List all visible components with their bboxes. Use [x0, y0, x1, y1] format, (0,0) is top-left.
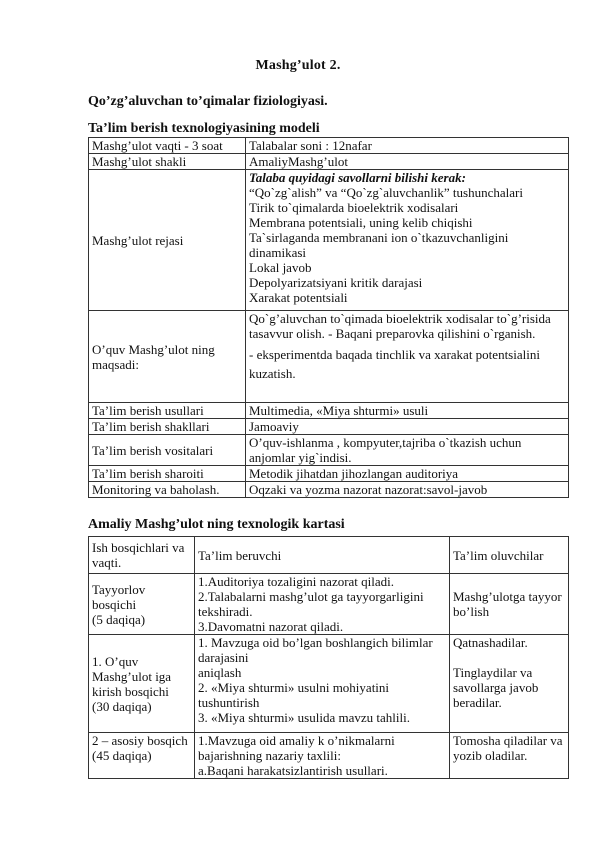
header-cell: Ish bosqichlari va vaqti. [89, 537, 195, 574]
table-cell: Mashg’ulotga tayyor bo’lish [450, 574, 569, 635]
table-cell: 2 – asosiy bosqich (45 daqiqa) [89, 733, 195, 779]
plan-intro: Talaba quyidagi savollarni bilishi kerak: [249, 170, 466, 185]
plan-item: “Qo`zg`alish” va “Qo`zg`aluvchanlik” tushunchalari [249, 185, 523, 200]
table-cell [450, 635, 569, 733]
table-cell: 1. O’quv Mashg’ulot iga kirish bosqichi (30 daqiqa) [89, 635, 195, 733]
table-cell: AmaliyMashg’ulot [246, 154, 569, 170]
table-row [89, 574, 569, 635]
table-row [89, 482, 569, 498]
header-cell: Ta’lim oluvchilar [450, 537, 569, 574]
plan-item: Membrana potentsiali, uning kelib chiqishi [249, 215, 473, 230]
table-row [89, 138, 569, 154]
plan-item: Tirik to`qimalarda bioelektrik xodisalari [249, 200, 459, 215]
table-row [89, 403, 569, 419]
table-cell [246, 170, 569, 311]
table-row [89, 419, 569, 435]
table-cell: Tayyorlov bosqichi (5 daqiqa) [89, 574, 195, 635]
header-cell: Ta’lim beruvchi [195, 537, 450, 574]
table-row [89, 154, 569, 170]
table-row [89, 311, 569, 403]
table-row [89, 635, 569, 733]
plan-item: Ta`sirlaganda membranani ion o`tkazuvchanligini dinamikasi [249, 230, 509, 260]
model-heading: Ta’lim berish texnologiyasining modeli [88, 121, 320, 136]
table-cell: Oqzaki va yozma nazorat nazorat:savol-javob [246, 482, 569, 498]
model-table [88, 137, 569, 498]
table-row [89, 466, 569, 482]
table-cell: O’quv Mashg’ulot ning maqsadi: [89, 311, 246, 403]
card-heading: Amaliy Mashg’ulot ning texnologik kartasi [88, 517, 345, 532]
plan-item: Xarakat potentsiali [249, 290, 348, 305]
table-cell: Tomosha qiladilar va yozib oladilar. [450, 733, 569, 779]
table-cell: Metodik jihatdan jihozlangan auditoriya [246, 466, 569, 482]
table-cell: Ta’lim berish sharoiti [89, 466, 246, 482]
table-cell: Ta’lim berish usullari [89, 403, 246, 419]
plan-item: Depolyarizatsiyani kritik darajasi [249, 275, 423, 290]
table-cell: Ta’lim berish shakllari [89, 419, 246, 435]
table-cell: Ta’lim berish vositalari [89, 435, 246, 466]
table-cell: Multimedia, «Miya shturmi» usuli [246, 403, 569, 419]
table-cell: Monitoring va baholash. [89, 482, 246, 498]
student-action: Qatnashadilar. [453, 635, 528, 650]
topic-heading: Qo’zg’aluvchan to’qimalar fiziologiyasi. [88, 94, 328, 109]
table-cell: Talabalar soni : 12nafar [246, 138, 569, 154]
table-cell: Jamoaviy [246, 419, 569, 435]
table-cell: 1.Mavzuga oid amaliy k o’nikmalarni bajarishning nazariy taxlili: a.Baqani harakatsizlantirish usullari. [195, 733, 450, 779]
table-row [89, 170, 569, 311]
table-cell: Mashg’ulot shakli [89, 154, 246, 170]
table-cell [246, 311, 569, 403]
table-header-row [89, 537, 569, 574]
table-row [89, 733, 569, 779]
table-cell: Mashg’ulot vaqti - 3 soat [89, 138, 246, 154]
goal-text: Qo`g’aluvchan to`qimada bioelektrik xodisalar to`g’risida tasavvur olish. - Baqani preparovka qilishini o`rganish. [249, 311, 551, 341]
table-cell: Mashg’ulot rejasi [89, 170, 246, 311]
table-row [89, 435, 569, 466]
table-cell: 1.Auditoriya tozaligini nazorat qiladi. 2.Talabalarni mashg’ulot ga tayyorgarligini tekshiradi. 3.Davomatni nazorat qiladi. [195, 574, 450, 635]
goal-text: - eksperimentda baqada tinchlik va xarakat potentsialini kuzatish. [249, 347, 540, 381]
table-cell: O’quv-ishlanma , kompyuter,tajriba o`tkazish uchun anjomlar yig`indisi. [246, 435, 569, 466]
technology-card-table [88, 536, 569, 779]
student-action: Tinglaydilar va savollarga javob beradilar. [453, 665, 539, 710]
table-cell: 1. Mavzuga oid bo’lgan boshlangich bilimlar darajasini aniqlash 2. «Miya shturmi» usulni mohiyatini tushuntirish 3. «Miya shturmi» usulida mavzu tahlili. [195, 635, 450, 733]
plan-item: Lokal javob [249, 260, 312, 275]
page-title: Mashg’ulot 2. [255, 58, 341, 73]
